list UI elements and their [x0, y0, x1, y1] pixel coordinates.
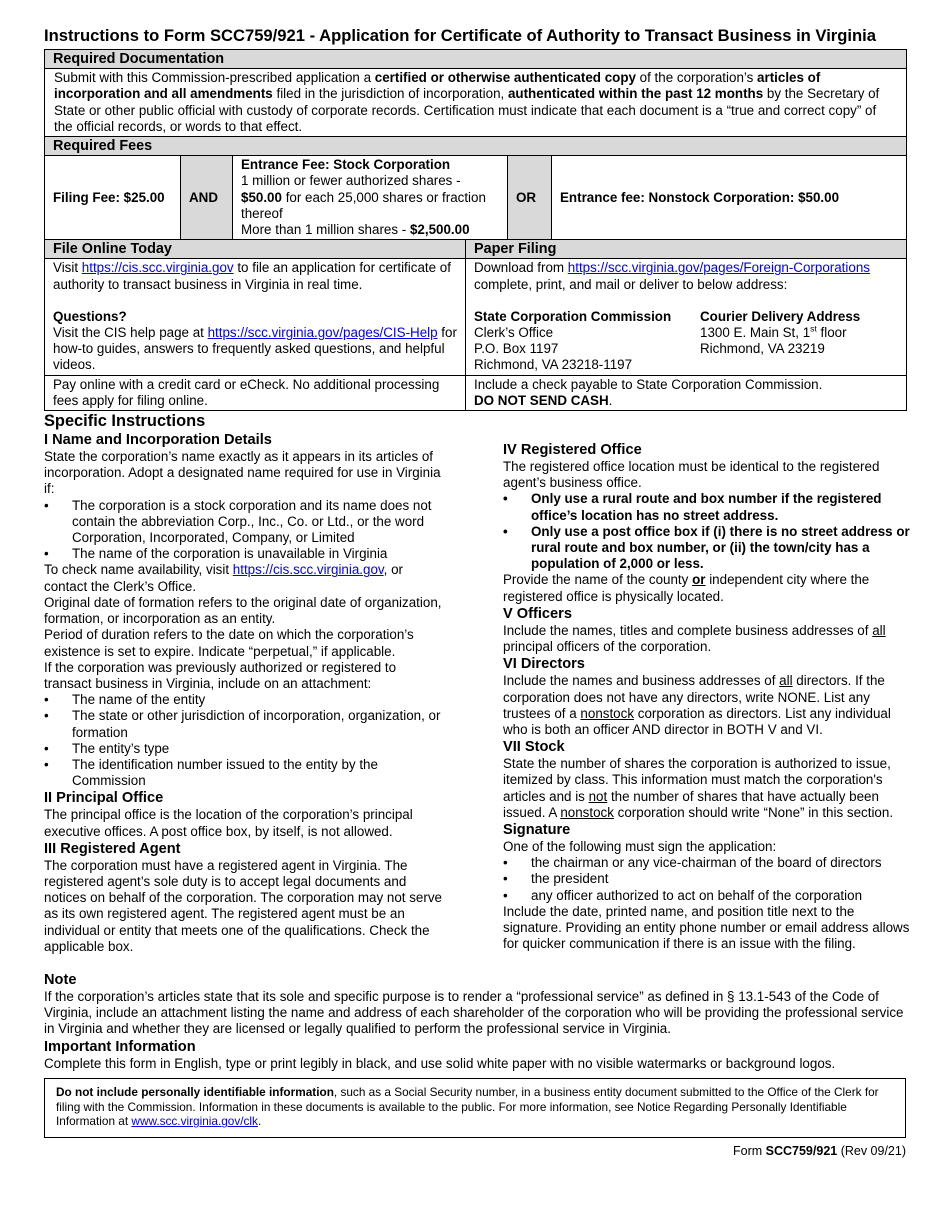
file-online-header: File Online Today	[45, 240, 466, 259]
online-payment-note: Pay online with a credit card or eCheck. No additional processing fees apply for filing online.	[45, 375, 466, 410]
section-ii-title: II Principal Office	[44, 790, 164, 807]
note-title: Note	[44, 971, 77, 988]
list-item: • The identification number issued to the entity by the Commission	[44, 757, 444, 789]
section-iv-title: IV Registered Office	[503, 442, 642, 459]
cis-link[interactable]: https://cis.scc.virginia.gov	[81, 260, 234, 276]
list-item: • the chairman or any vice-chairman of the board of directors	[503, 855, 913, 871]
section-vi-title: VI Directors	[503, 656, 585, 673]
list-item: • Only use a post office box if (i) there is no street address or rural route and box number, or (ii) the town/city has a population of 2,000 or less.	[503, 524, 913, 573]
list-item: • the president	[503, 871, 913, 887]
page-title: Instructions to Form SCC759/921 - Application for Certificate of Authority to Transact Business in Virginia	[44, 26, 876, 45]
required-fees-header: Required Fees	[45, 137, 907, 156]
paper-filing-details: Download from https://scc.virginia.gov/pages/Foreign-Corporations complete, print, and mail or deliver to below address: State Corporation Commission Clerk’s Office P.O. Box 1197 Richmond, VA 23218-1197 Courier Delivery Address 1300 E. Main St, 1st floor Richmond, VA 23219	[466, 259, 907, 375]
stock-entrance-fee: Entrance Fee: Stock Corporation 1 million or fewer authorized shares - $50.00 for each 25,000 shares or fraction thereof More than 1 million shares - $2,500.00	[233, 156, 508, 240]
attachment-list	[44, 692, 444, 789]
nonstock-entrance-fee: Entrance fee: Nonstock Corporation: $50.00	[552, 156, 907, 240]
section-i-title: I Name and Incorporation Details	[44, 432, 272, 449]
list-item: • Only use a rural route and box number if the registered office’s location has no street address.	[503, 491, 913, 523]
check-payment-note: Include a check payable to State Corporation Commission. DO NOT SEND CASH.	[466, 375, 907, 410]
list-item: • The state or other jurisdiction of incorporation, organization, or formation	[44, 708, 444, 740]
signature-title: Signature	[503, 821, 571, 838]
courier-address: Courier Delivery Address 1300 E. Main St, 1st floor Richmond, VA 23219	[700, 308, 861, 357]
paper-filing-header: Paper Filing	[466, 240, 907, 259]
note-text: If the corporation’s articles state that its sole and specific purpose is to render a “professional service” as defined in § 13.1-543 of the Code of Virginia, include an attachment listing the name and address of each shareholder of the corporation who will be providing the professional service in Virginia and whether they are licensed or legally qualified to perform the professional service in Virginia.	[44, 988, 904, 1037]
important-information-title: Important Information	[44, 1038, 196, 1055]
required-documentation-text: Submit with this Commission-prescribed application a certified or otherwise authenticated copy of the corporation’s articles of incorporation and all amendments filed in the jurisdiction of incorporation, authenticated within the past 12 months by the Secretary of State or other public official with custody of corporate records. Certification must indicate that each document is a “true and correct copy” of the official records, or words to that effect.	[45, 69, 907, 137]
signer-list	[503, 855, 913, 904]
right-column: IV Registered Office The registered office location must be identical to the registered agent’s business office. • Only use a rural route and box number if the registered office’s location has no street address. • Only use a post office box if (i) there is no street address or rural route and box number, or (ii) the town/city has a population of 2,000 or less. Provide the name of the county or independent city where the registered office is physically located. V Officers Include the names, titles and complete business addresses of all principal officers of the corporation. VI Directors Include the names and business addresses of all directors. If the corporation does not have any directors, write NONE. List any trustees of a nonstock corporation as directors. List any individual who is both an officer AND director in BOTH V and VI. VII Stock State the number of shares the corporation is authorized to issue, itemized by class. This information must match the corporation's articles and is not the number of shares that have actually been issued. A nonstock corporation should write “None” in this section. Signature One of the following must sign the application: • the chairman or any vice-chairman of the board of directors • the president • any officer authorized to act on behalf of the corporation Include the date, printed name, and position title next to the signature. Providing an entity phone number or email address allows for quicker communication if there is an issue with the filing.	[503, 431, 913, 955]
list-item: • The name of the corporation is unavailable in Virginia	[44, 546, 444, 562]
important-information-text: Complete this form in English, type or print legibly in black, and use solid white paper with no visible watermarks or background logos.	[44, 1055, 836, 1071]
instructions-columns	[44, 431, 910, 955]
list-item: • The corporation is a stock corporation and its name does not contain the abbreviation Corp., Inc., Co. or Ltd., or the word Corporation, Incorporated, Company, or Limited	[44, 498, 444, 547]
or-label: OR	[508, 156, 552, 240]
foreign-corporations-link[interactable]: https://scc.virginia.gov/pages/Foreign-Corporations	[567, 260, 870, 276]
filing-fee: Filing Fee: $25.00	[45, 156, 181, 240]
list-item: • The name of the entity	[44, 692, 444, 708]
section-v-title: V Officers	[503, 605, 572, 622]
list-item: • The entity’s type	[44, 741, 444, 757]
pii-notice: Do not include personally identifiable information, such as a Social Security number, in a business entity document submitted to the Office of the Clerk for filing with the Commission. Information in these documents is available to the public. For more information, see Notice Regarding Personally Identifiable Information at www.scc.virginia.gov/clk.	[44, 1078, 906, 1138]
info-table	[44, 49, 907, 411]
specific-instructions-heading: Specific Instructions	[44, 412, 206, 431]
section-vii-title: VII Stock	[503, 739, 565, 756]
cis-help-link[interactable]: https://scc.virginia.gov/pages/CIS-Help	[207, 325, 438, 341]
questions-heading: Questions?	[53, 308, 127, 324]
registered-office-list	[503, 491, 913, 572]
and-label: AND	[181, 156, 233, 240]
form-footer: Form SCC759/921 (Rev 09/21)	[733, 1144, 906, 1158]
file-online-details: Visit https://cis.scc.virginia.gov to file an application for certificate of authority to transact business in Virginia in real time. Questions? Visit the CIS help page at https://scc.virginia.gov/pages/CIS-Help for how-to guides, answers to frequently asked questions, and helpful videos.	[45, 259, 466, 375]
name-availability-link[interactable]: https://cis.scc.virginia.gov	[232, 562, 384, 578]
left-column: I Name and Incorporation Details State the corporation’s name exactly as it appears in its articles of incorporation. Adopt a designated name required for use in Virginia if: • The corporation is a stock corporation and its name does not contain the abbreviation Corp., Inc., Co. or Ltd., or the word Corporation, Incorporated, Company, or Limited • The name of the corporation is unavailable in Virginia To check name availability, visit https://cis.scc.virginia.gov, or contact the Clerk’s Office. Original date of formation refers to the original date of organization, formation, or incorporation as an entity. Period of duration refers to the date on which the corporation’s existence is set to expire. Indicate “perpetual,” if applicable. If the corporation was previously authorized or registered to transact business in Virginia, include on an attachment: • The name of the entity • The state or other jurisdiction of incorporation, organization, or formation • The entity’s type • The identification number issued to the entity by the Commission II Principal Office The principal office is the location of the corporation’s principal executive offices. A post office box, by itself, is not allowed. III Registered Agent The corporation must have a registered agent in Virginia. The registered agent’s sole duty is to accept legal documents and notices on behalf of the corporation. The corporation may not serve as its own registered agent. The registered agent must be an individual or entity that meets one of the qualifications. Check the applicable box.	[44, 431, 444, 955]
section-iii-title: III Registered Agent	[44, 840, 181, 857]
mailing-address: State Corporation Commission Clerk’s Office P.O. Box 1197 Richmond, VA 23218-1197	[474, 308, 672, 373]
clerk-link[interactable]: www.scc.virginia.gov/clk	[131, 1114, 258, 1129]
required-documentation-header: Required Documentation	[45, 50, 907, 69]
designated-name-list	[44, 498, 444, 563]
list-item: • any officer authorized to act on behalf of the corporation	[503, 888, 913, 904]
